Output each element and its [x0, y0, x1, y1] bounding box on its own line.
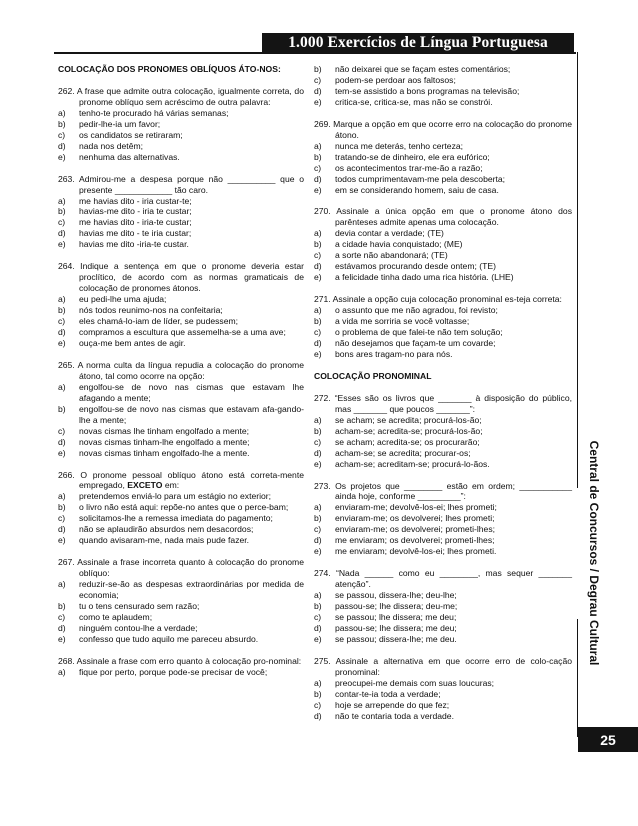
option-letter: c): [314, 611, 322, 622]
option: [314, 448, 572, 459]
option-letter: a): [314, 228, 322, 239]
side-rule-bottom: [577, 619, 578, 737]
question-stem: 271. Assinale a opção cuja colocação pronominal es-teja correta:: [314, 294, 562, 305]
option-letter: b): [314, 601, 322, 612]
option: [314, 261, 572, 272]
question-stem-emphasis: EXCETO: [127, 480, 163, 491]
option-letter: c): [58, 611, 66, 622]
option-text: devia contar a verdade; (TE): [335, 228, 444, 239]
question-272: [314, 393, 572, 470]
question-268: [58, 656, 304, 678]
option-letter: a): [58, 666, 66, 677]
option: [314, 415, 572, 426]
option-text: critica-se, critica-se, mas não se constrói.: [335, 96, 493, 107]
side-label: [583, 440, 605, 666]
option-text: ouça-me bem antes de agir.: [79, 337, 186, 348]
option: [58, 217, 304, 228]
book-title-banner: [262, 33, 574, 53]
option: [58, 667, 304, 678]
option: [314, 601, 572, 612]
option: [58, 294, 304, 305]
option-text: em se considerando homem, saiu de casa.: [335, 184, 499, 195]
option-letter: e): [58, 447, 66, 458]
question-stem: 274. “Nada ______ como eu ________, mas sequer _______ atenção”.: [314, 568, 572, 590]
option-text: me enviaram; os devolverei; prometi-lhes;: [335, 535, 495, 546]
option-letter: b): [314, 425, 322, 436]
option-text: se passou; lhe dissera; me deu;: [335, 611, 457, 622]
option: [314, 590, 572, 601]
option-text: se passou, dissera-lhe; deu-lhe;: [335, 590, 457, 601]
option-text: eu pedi-lhe uma ajuda;: [79, 294, 167, 305]
option: [314, 338, 572, 349]
option: [314, 678, 572, 689]
option: [58, 426, 304, 437]
option-text: nenhuma das alternativas.: [79, 151, 180, 162]
question-265: [58, 360, 304, 459]
option: [58, 130, 304, 141]
question-stem: 267. Assinale a frase incorreta quanto à colocação do pronome oblíquo:: [58, 557, 304, 579]
question-275: [314, 656, 572, 722]
option-letter: a): [58, 491, 66, 502]
option: [314, 316, 572, 327]
option: [314, 502, 572, 513]
question-273: [314, 481, 572, 558]
option-letter: d): [58, 436, 66, 447]
option-letter: c): [314, 436, 322, 447]
question-stem: 263. Admirou-me a despesa porque não __________ que o presente ____________ tão caro.: [58, 173, 304, 195]
option-letter: a): [314, 305, 322, 316]
question-stem: 269. Marque a opção em que ocorre erro na colocação do pronome átono.: [314, 118, 572, 140]
option-text: enviaram-me; os devolverei; lhes prometi;: [335, 513, 495, 524]
option-letter: e): [58, 239, 66, 250]
option-text: tu o tens censurado sem razão;: [79, 600, 200, 611]
option-letter: c): [314, 250, 322, 261]
option-letter: b): [58, 305, 66, 316]
option-text: reduzir-se-ão as despesas extraordinárias por medida de economia;: [79, 579, 304, 601]
option-letter: d): [314, 622, 322, 633]
option-text: podem-se perdoar aos faltosos;: [335, 74, 456, 85]
option: [314, 349, 572, 360]
option-text: não se aplaudirão absurdos nem desacordos;: [79, 524, 254, 535]
option-letter: a): [58, 195, 66, 206]
option-text: tratando-se de dinheiro, ele era eufórico;: [335, 151, 490, 162]
option-letter: d): [58, 622, 66, 633]
option-text: passou-se; lhe dissera; me deu;: [335, 622, 457, 633]
option-letter: a): [314, 502, 322, 513]
option-letter: e): [58, 633, 66, 644]
option-text: havias-me dito - iria te custar;: [79, 206, 192, 217]
question-269: [314, 119, 572, 196]
option-letter: c): [58, 316, 66, 327]
option-text: nunca me deterás, tenho certeza;: [335, 140, 464, 151]
option: [58, 382, 304, 404]
option-letter: b): [314, 239, 322, 250]
option-letter: d): [314, 261, 322, 272]
option-letter: b): [58, 206, 66, 217]
question-264: [58, 261, 304, 349]
option: [314, 711, 572, 722]
option: [314, 623, 572, 634]
option-text: havias me dito -iria-te custar.: [79, 239, 189, 250]
question-stem-end: em:: [162, 480, 180, 491]
question-stem: 273. Os projetos que ________ estão em ordem; ___________ ainda hoje, conforme _________”:: [314, 480, 572, 502]
page-number: 25: [600, 731, 616, 748]
option: [58, 206, 304, 217]
option-text: preocupei-me demais com suas loucuras;: [335, 677, 495, 688]
question-stem: 262. A frase que admite outra colocação, igualmente correta, do pronome oblíquo sem acréscimo de outra palavra:: [58, 85, 304, 107]
question-stem: 264. Indique a sentença em que o pronome deveria estar proclítico, de acordo com as normas gramaticais de colocação de pronomes átonos.: [58, 261, 304, 294]
option: [314, 185, 572, 196]
option-text: se acham; acredita-se; os procurarão;: [335, 436, 480, 447]
option: [58, 141, 304, 152]
option-text: se acham; se acredita; procurá-los-ão;: [335, 414, 482, 425]
option-text: a vida me sorriria se você voltasse;: [335, 316, 470, 327]
question-266: [58, 470, 304, 547]
option-letter: b): [314, 151, 322, 162]
option: [314, 64, 572, 75]
option: [314, 634, 572, 645]
option-letter: c): [314, 699, 322, 710]
option: [314, 239, 572, 250]
option: [314, 75, 572, 86]
option-text: o livro não está aqui: repõe-no antes que o perce-bam;: [79, 502, 289, 513]
option: [58, 316, 304, 327]
option-letter: c): [314, 327, 322, 338]
option-letter: c): [58, 425, 66, 436]
option-text: acham-se; acreditam-se; procurá-lo-ãos.: [335, 458, 490, 469]
question-stem: 272. “Esses são os livros que _______ à disposição do público, mas _______ que poucos _______”:: [314, 392, 572, 414]
option: [314, 700, 572, 711]
option-letter: a): [58, 381, 66, 392]
option-letter: d): [314, 710, 322, 721]
option: [314, 689, 572, 700]
option-letter: e): [58, 337, 66, 348]
option-letter: a): [314, 677, 322, 688]
option-text: quando avisaram-me, nada mais pude fazer.: [79, 535, 250, 546]
option-letter: e): [314, 458, 322, 469]
option-text: engolfou-se de novo nas cismas que estavam afa-gando-lhe a mente;: [79, 403, 304, 425]
option-letter: c): [58, 129, 66, 140]
option-text: como te aplaudem;: [79, 611, 153, 622]
question-271: [314, 294, 572, 360]
option-letter: e): [58, 535, 66, 546]
option-text: novas cismas tinham-lhe engolfado a mente;: [79, 436, 250, 447]
option-letter: a): [314, 414, 322, 425]
option-text: não desejamos que façam-te um covarde;: [335, 337, 496, 348]
option-letter: e): [58, 151, 66, 162]
option: [58, 228, 304, 239]
option-letter: b): [314, 64, 322, 74]
option-text: fique por perto, porque pode-se precisar de você;: [79, 666, 268, 677]
option: [58, 623, 304, 634]
option: [58, 108, 304, 119]
option-text: os candidatos se retiraram;: [79, 129, 183, 140]
side-rule-top: [577, 52, 578, 488]
option: [314, 459, 572, 470]
option-letter: e): [314, 633, 322, 644]
option-letter: d): [58, 228, 66, 239]
question-274: [314, 568, 572, 645]
question-268-continued: [314, 64, 572, 108]
option: [58, 634, 304, 645]
option-text: me havias dito - iria-te custar;: [79, 217, 192, 228]
option-letter: d): [314, 535, 322, 546]
option: [58, 448, 304, 459]
option: [58, 513, 304, 524]
option-text: compramos a escultura que assemelha-se a uma ave;: [79, 327, 286, 338]
option-text: solicitamos-lhe a remessa imediata do pagamento;: [79, 513, 273, 524]
option-letter: d): [314, 173, 322, 184]
option: [314, 513, 572, 524]
option-text: enviaram-me; os devolverei; prometi-lhes;: [335, 524, 495, 535]
option-letter: e): [314, 96, 322, 107]
option-text: hoje se arrepende do que fez;: [335, 699, 450, 710]
option: [58, 535, 304, 546]
option-text: pretendemos enviá-lo para um estágio no exterior;: [79, 491, 272, 502]
question-stem: 268. Assinale a frase com erro quanto à colocação pro-nominal:: [58, 655, 302, 666]
option: [314, 426, 572, 437]
option-letter: d): [58, 524, 66, 535]
option-letter: b): [58, 502, 66, 513]
option-text: me enviaram; devolvê-los-ei; lhes prometi.: [335, 546, 497, 557]
left-column: [58, 64, 304, 678]
option: [314, 546, 572, 557]
question-267: [58, 557, 304, 645]
option-letter: e): [314, 184, 322, 195]
option-letter: d): [58, 327, 66, 338]
option-text: tem-se assistido a bons programas na televisão;: [335, 85, 520, 96]
option: [58, 338, 304, 349]
option-text: acham-se; se acredita; procurar-os;: [335, 447, 471, 458]
option: [314, 152, 572, 163]
option-text: a felicidade tinha dado uma rica história. (LHE): [335, 272, 514, 283]
option-letter: c): [58, 217, 66, 228]
option-letter: a): [314, 140, 322, 151]
section-title-oblique-pronouns: COLOCAÇÃO DOS PRONOMES OBLÍQUOS ÁTO-NOS:: [58, 64, 281, 74]
option-text: os acontecimentos trar-me-ão a razão;: [335, 162, 483, 173]
option: [314, 327, 572, 338]
option: [58, 196, 304, 207]
option: [58, 601, 304, 612]
option-text: novas cismas tinham engolfado-lhe a mente.: [79, 447, 250, 458]
option: [314, 272, 572, 283]
option: [58, 239, 304, 250]
option-text: nós todos reunimo-nos na confeitaria;: [79, 305, 223, 316]
option-text: bons ares tragam-no para nós.: [335, 348, 453, 359]
option-text: estávamos procurando desde ontem; (TE): [335, 261, 496, 272]
option: [58, 119, 304, 130]
option-letter: b): [314, 513, 322, 524]
option: [314, 141, 572, 152]
option-text: não te contaria toda a verdade.: [335, 710, 454, 721]
option-text: havias me dito - te iria custar;: [79, 228, 192, 239]
option-text: todos cumprimentavam-me pela descoberta;: [335, 173, 506, 184]
question-stem-start: 266. O pronome pessoal oblíquo átono está correta-mente empregado,: [58, 469, 304, 491]
option: [314, 86, 572, 97]
page-number-box: [578, 727, 638, 752]
option: [58, 404, 304, 426]
question-stem: 275. Assinale a alternativa em que ocorre erro de colo-cação pronominal:: [314, 655, 572, 677]
option: [314, 437, 572, 448]
option: [314, 163, 572, 174]
option-text: enviaram-me; devolvê-los-ei; lhes prometi;: [335, 502, 497, 513]
option-text: ninguém contou-lhe a verdade;: [79, 622, 198, 633]
option: [58, 612, 304, 623]
option: [314, 228, 572, 239]
option-text: a cidade havia conquistado; (ME): [335, 239, 463, 250]
book-title: 1.000 Exercícios de Língua Portuguesa: [288, 34, 548, 51]
option-letter: a): [58, 294, 66, 305]
question-263: [58, 174, 304, 251]
option-letter: a): [314, 590, 322, 601]
option-text: acham-se; acredita-se; procurá-los-ão;: [335, 425, 483, 436]
question-stem: 270. Assinale a única opção em que o pronome átono dos parênteses admite apenas uma colocação.: [314, 206, 572, 228]
option-text: a sorte não abandonará; (TE): [335, 250, 448, 261]
option-text: me havias dito - iria custar-te;: [79, 195, 192, 206]
option-text: o assunto que me não agradou, foi revisto;: [335, 305, 498, 316]
option: [58, 502, 304, 513]
option: [58, 579, 304, 601]
option-text: passou-se; lhe dissera; deu-me;: [335, 601, 458, 612]
option-text: tenho-te procurado há várias semanas;: [79, 107, 229, 118]
option-letter: c): [58, 513, 66, 524]
option: [58, 437, 304, 448]
option: [314, 535, 572, 546]
option-letter: b): [314, 316, 322, 327]
option-letter: e): [314, 546, 322, 557]
option-letter: c): [314, 162, 322, 173]
option: [58, 524, 304, 535]
option: [314, 174, 572, 185]
option: [58, 327, 304, 338]
option-letter: a): [58, 579, 66, 590]
option-letter: d): [314, 85, 322, 96]
question-270: [314, 206, 572, 283]
option: [314, 524, 572, 535]
option: [314, 250, 572, 261]
option: [58, 491, 304, 502]
option-text: confesso que tudo aquilo me pareceu absurdo.: [79, 633, 259, 644]
option-letter: b): [58, 118, 66, 129]
right-column: [314, 64, 572, 722]
header-rule: [54, 52, 576, 54]
option-letter: d): [58, 140, 66, 151]
option-text: o problema de que falei-te não tem solução;: [335, 327, 503, 338]
option-letter: a): [58, 107, 66, 118]
option-text: se passou; dissera-lhe; me deu.: [335, 633, 457, 644]
option-letter: b): [314, 688, 322, 699]
option-text: pedir-lhe-ia um favor;: [79, 118, 161, 129]
option-text: engolfou-se de novo nas cismas que estavam lhe afagando a mente;: [79, 381, 304, 403]
question-stem: 265. A norma culta da língua repudia a colocação do pronome átono, tal como ocorre na opção:: [58, 359, 304, 381]
section-title-pronominal-placement: COLOCAÇÃO PRONOMINAL: [314, 370, 432, 381]
option: [314, 305, 572, 316]
option: [58, 152, 304, 163]
option: [58, 305, 304, 316]
option: [314, 612, 572, 623]
option-letter: c): [314, 524, 322, 535]
option-letter: e): [314, 272, 322, 283]
side-label-text: Central de Concursos / Degrau Cultural: [587, 440, 601, 666]
option-letter: d): [314, 337, 322, 348]
option-letter: e): [314, 348, 322, 359]
option-letter: c): [314, 74, 322, 85]
option-letter: d): [314, 447, 322, 458]
option-text: contar-te-ia toda a verdade;: [335, 688, 441, 699]
option-text: eles chamá-lo-iam de líder, se pudessem;: [79, 316, 239, 327]
option-letter: b): [58, 403, 66, 414]
option-text: novas cismas lhe tinham engolfado a mente;: [79, 425, 250, 436]
question-262: [58, 86, 304, 163]
option-text: nada nos detêm;: [79, 140, 144, 151]
option-letter: b): [58, 600, 66, 611]
question-stem: [58, 470, 304, 492]
option: [314, 97, 572, 108]
option-text: não deixarei que se façam estes comentários;: [335, 64, 511, 74]
